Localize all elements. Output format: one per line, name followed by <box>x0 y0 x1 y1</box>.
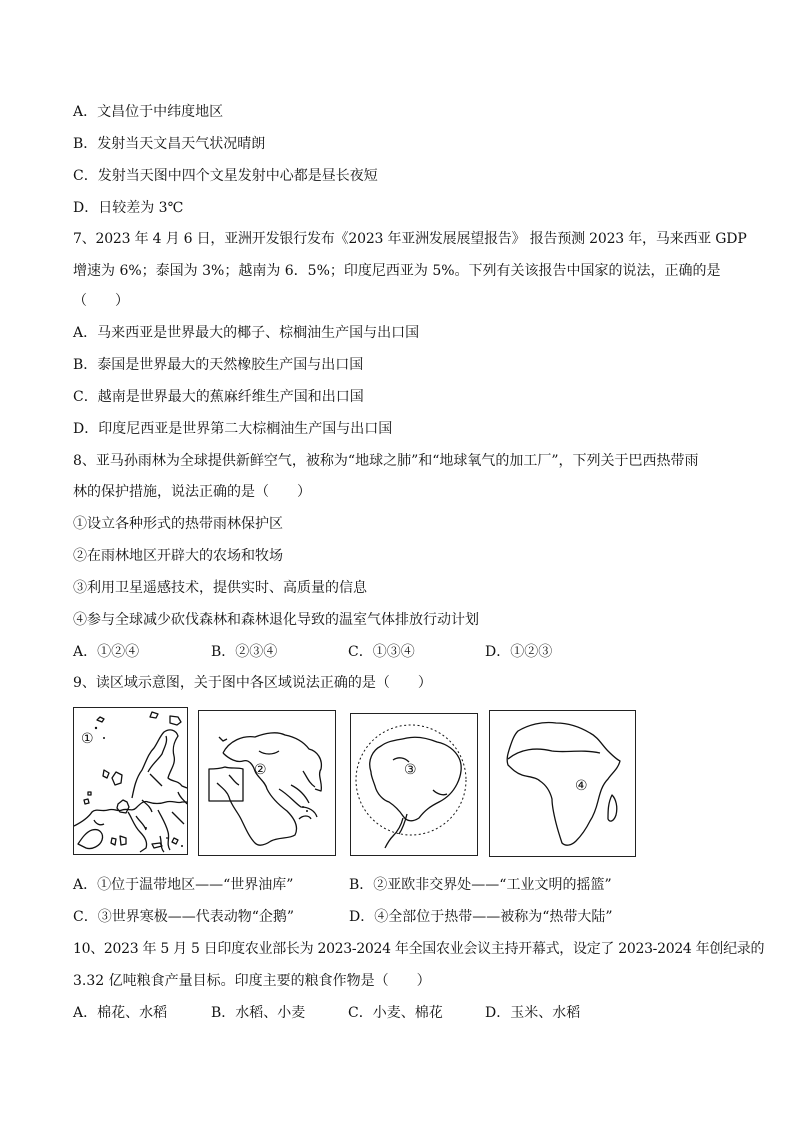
map-middle-east <box>198 710 336 856</box>
q7-stem-line-1: 7、2023 年 4 月 6 日，亚洲开发银行发布《2023 年亚洲发展展望报告》 报告预测 2023 年，马来西亚 GDP <box>73 231 747 247</box>
q7-option-a: A．马来西亚是世界最大的椰子、棕榈油生产国与出口国 <box>73 325 420 341</box>
q9-option-b: B．②亚欧非交界处——“工业文明的摇篮” <box>349 877 612 893</box>
middle-east-outline-icon <box>199 711 335 855</box>
q6-option-c: C．发射当天图中四个文星发射中心都是昼长夜短 <box>73 168 378 184</box>
q10-stem-line-1: 10、2023 年 5 月 5 日印度农业部长为 2023-2024 年全国农业会议主持开幕式，设定了 2023-2024 年创纪录的 <box>73 941 765 957</box>
map-africa <box>489 710 636 857</box>
q10-option-b: B．水稻、小麦 <box>211 1005 306 1021</box>
q7-stem-line-2: 增速为 6%；泰国为 3%；越南为 6．5%；印度尼西亚为 5%。下列有关该报告中国家的说法，正确的是 <box>73 263 721 279</box>
map-label-2: ② <box>254 762 267 778</box>
europe-outline-icon <box>74 708 187 854</box>
map-antarctica <box>350 713 478 856</box>
antarctica-outline-icon <box>351 714 477 855</box>
map-europe <box>73 707 188 855</box>
q6-option-b: B．发射当天文昌天气状况晴朗 <box>73 136 266 152</box>
q8-statement-4: ④参与全球减少砍伐森林和森林退化导致的温室气体排放行动计划 <box>73 612 479 628</box>
q8-option-b: B．②③④ <box>211 644 278 660</box>
q7-option-d: D．印度尼西亚是世界第二大棕榈油生产国与出口国 <box>73 421 393 437</box>
map-label-1: ① <box>81 731 94 747</box>
q8-stem-line-1: 8、亚马孙雨林为全球提供新鲜空气，被称为“地球之肺”和“地球氧气的加工厂”，下列关于巴西热带雨 <box>73 453 699 469</box>
q8-stem-line-2: 林的保护措施，说法正确的是（ ） <box>73 484 311 500</box>
q8-option-a: A．①②④ <box>73 644 140 660</box>
q8-statement-1: ①设立各种形式的热带雨林保护区 <box>73 516 283 532</box>
africa-outline-icon <box>490 711 635 856</box>
q8-statement-3: ③利用卫星遥感技术，提供实时、高质量的信息 <box>73 580 367 596</box>
q7-option-c: C．越南是世界最大的蕉麻纤维生产国和出口国 <box>73 389 364 405</box>
q8-option-c: C．①③④ <box>348 644 415 660</box>
q9-option-c: C．③世界寒极——代表动物“企鹅” <box>73 909 295 925</box>
map-label-3: ③ <box>404 762 417 778</box>
q7-option-b: B．泰国是世界最大的天然橡胶生产国与出口国 <box>73 357 364 373</box>
q8-statement-2: ②在雨林地区开辟大的农场和牧场 <box>73 548 283 564</box>
q10-stem-line-2: 3.32 亿吨粮食产量目标。印度主要的粮食作物是（ ） <box>73 973 431 989</box>
q9-stem: 9、读区域示意图，关于图中各区域说法正确的是（ ） <box>73 675 432 691</box>
q10-option-c: C．小麦、棉花 <box>348 1005 443 1021</box>
map-label-4: ④ <box>575 778 588 794</box>
q9-option-d: D．④全部位于热带——被称为“热带大陆” <box>349 909 613 925</box>
q10-option-d: D．玉米、水稻 <box>485 1005 581 1021</box>
q6-option-a: A．文昌位于中纬度地区 <box>73 104 224 120</box>
q9-option-a: A．①位于温带地区——“世界油库” <box>73 877 294 893</box>
q8-option-d: D．①②③ <box>485 644 553 660</box>
q7-stem-line-3: （ ） <box>73 293 129 309</box>
q10-option-a: A．棉花、水稻 <box>73 1005 168 1021</box>
q6-option-d: D．日较差为 3℃ <box>73 200 184 216</box>
